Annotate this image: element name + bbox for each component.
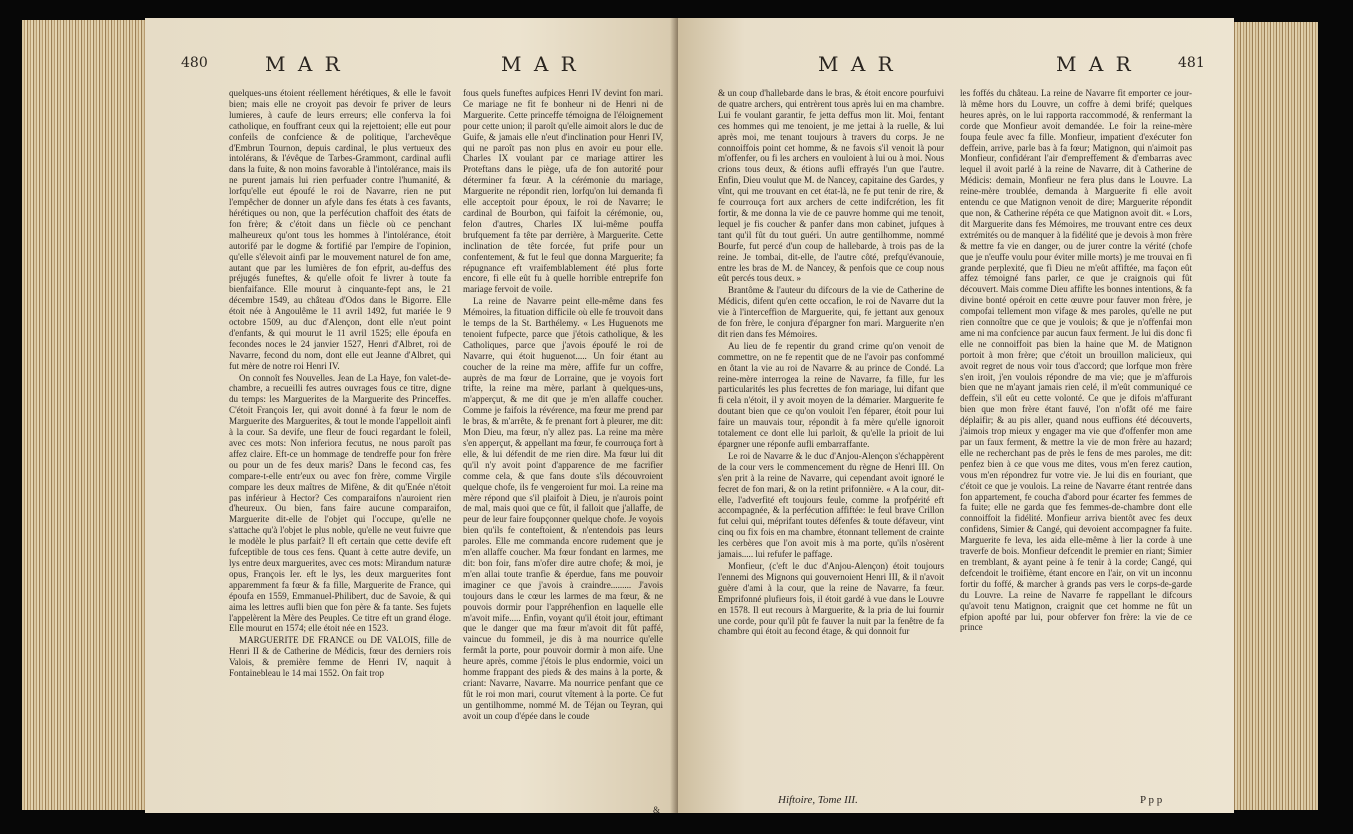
left-column-2 [463, 88, 663, 723]
paragraph: Brantôme & l'auteur du difcours de la vie de Catherine de Médicis, difent qu'en cette occafion, le roi de Navarre dut la vie à l'interceffion de Marguerite, qui, fe jettant aux genoux de fon frère, le conjura d'épargner fon mari. Marguerite n'en dit rien dans fes Mémoires. [718, 285, 944, 339]
signature-mark: P p p [1140, 794, 1163, 806]
left-running-head-center: M A R [501, 52, 579, 76]
paragraph: La reine de Navarre peint elle-même dans fes Mémoires, la fituation difficile où elle fe trouvoit dans le temps de la St. Barthélemy. « Les Huguenots me tenoient fufpecte, parce que j'étois catholique, & les Catholiques, parce que j'avois époufé le roi de Navarre, qui étoit huguenot..... Un foir étant au coucher de la reine ma mère, affife fur un coffre, auprès de ma fœur de Lorraine, que je voyois fort trifte, la reine ma mère, parlant à quelques-uns, m'apperçut, & me dit que je m'en allaffe coucher. Comme je faifois la révérence, ma fœur me prend par le bras, & m'arrête, & fe prenant fort à pleurer, me dit: Mon Dieu, ma fœur, n'y allez pas. La reine ma mère s'en apperçut, & appellant ma fœur, fe courrouça fort à elle, & lui défendit de me rien dire. Ma fœur lui dit qu'il n'y avoit point d'apparence de me facrifier comme cela, & que fans doute s'ils découvroient quelque chofe, ils fe vengeroient fur moi. La reine ma mère répond que s'il plaifoit à Dieu, je n'aurois point de mal, mais quoi que ce fût, il falloit que j'allaffe, de peur de leur faire foupçonner quelque chofe. Je voyois bien qu'ils fe conteftoient, & n'entendois pas leurs paroles. Elle me commanda encore rudement que je m'en allaffe coucher. Ma fœur fondant en larmes, me dit: bon foir, fans m'ofer dire autre chofe; & moi, je m'en allai toute tranfie & éperdue, fans me pouvoir imaginer ce que j'avois à craindre......... J'avois toujours dans le cœur les larmes de ma fœur, & ne pouvois dormir pour l'appréhenfion en laquelle elle m'avoit mife..... Enfin, voyant qu'il étoit jour, eftimant que le danger que ma fœur m'avoit dit fût paffé, vaincue du fommeil, je dis à ma nourrice qu'elle fermât la porte, pour pouvoir dormir à mon aife. Une heure après, comme j'étois le plus endormie, voici un homme frappant des pieds & des mains à la porte, & criant: Navarre, Navarre. Ma nourrice penfant que ce fût le roi mon mari, courut vîtement à la porte. Ce fut un gentilhomme, nommé M. de Téjan ou Teyran, qui avoit un coup d'épée dans le coude [463, 296, 663, 721]
paragraph: Au lieu de fe repentir du grand crime qu'on venoit de commettre, on ne fe repentit que de ne l'avoir pas confommé en ôtant la vie au roi de Navarre & au prince de Condé. La reine-mère interrogea la reine de Navarre, fa fille, fur les particularités les plus fecrettes de fon mariage, lui difant que fi cela n'étoit, il y avoit moyen de la démarier. Marguerite fe doutant bien que ce qu'on vouloit l'en féparer, étoit pour lui faire un mauvais tour, répondit à fa mère qu'elle ignoroit totalement ce dont elle lui parloit, & qu'elle la prioit de lui épargner une réponfe aufli embarraffante. [718, 340, 944, 449]
paragraph: Monfieur, (c'eft le duc d'Anjou-Alençon) étoit toujours l'ennemi des Mignons qui gouvernoient Henri III, & il n'avoit guère d'ami à la cour, que la reine de Navarre, fa fœur. Emprifonné plufieurs fois, il étoit gardé à vue dans le Louvre en 1578. Il eut recours à Marguerite, & la pria de lui fournir une corde, pour qu'il pût fe fauver la nuit par la fenêtre de fa chambre qui étoit au fecond étage, & qui donnoit fur [718, 560, 944, 637]
right-page [678, 18, 1234, 813]
paragraph: On connoît fes Nouvelles. Jean de La Haye, fon valet-de-chambre, a recueilli fes autres ouvrages fous ce titre, digne du temps: les Marguerites de la Marguerite des Princeffes. C'étoit François Ier, qui avoit donné à fa fœur le nom de Marguerite des Marguerites, & tout le monde l'appelloit ainfi à la cour. Sa devife, une fleur de fouci regardant le foleil, avec ces mots: Non inferiora fecutus, ne nous paroît pas affez claire. Eft-ce un hommage de tendreffe pour fon frère ou pour un de fes deux maris? Dans le fecond cas, fes compare-t-elle entr'eux ou avec fon frère, comme Virgile compare les deux maîtres de Mifène, & dit qu'Enée n'étoit pas inférieur à Hector? Ces comparaifons n'auroient rien d'heureux. Ou bien, fans faire aucune comparaifon, Marguerite dit-elle de l'objet qui l'occupe, qu'elle ne s'attache qu'à l'objet le plus noble, qu'elle ne veut fuivre que le modèle le plus parfait? Il eft certain que cette devife eft fufceptible de tous ces fens. Quant à cette autre devife, un lys entre deux marguerites, avec ces mots: Mirandum naturæ opus, François Ier. eft le lys, les deux marguerites font apparemment fa fœur & fa fille, Marguerite de France, qui époufa en 1559, Emmanuel-Philibert, duc de Savoie, & qui aima les lettres aufli bien que fon père & fa tante. Ses fujets l'appelèrent la Mère des Peuples. Ce titre eft un grand éloge. Elle mourut en 1574; elle étoit née en 1523. [229, 372, 451, 634]
right-page-number: 481 [1178, 55, 1205, 71]
right-running-head-center: M A R [818, 52, 896, 76]
catchword: & [653, 805, 661, 813]
left-column-1 [229, 88, 451, 680]
left-page [145, 18, 680, 813]
paragraph: les foffés du château. La reine de Navarre fit emporter ce jour-là même hors du Louvre, un coffre à demi brifé; quelques heures après, on le lui rapporta raccommodé, & renfermant la corde que Monfieur avoit demandée. Le foir la reine-mère foupa feule avec fa fille. Monfieur, impatient d'exécuter fon deffein, arrive, parle bas à fa fœur; Matignon, qui n'aimoit pas Monfieur, confidérant l'air d'empreffement & d'embarras avec lequel il avoit parlé à la reine de Navarre, dit à Catherine de Médicis: demain, Monfieur ne fera plus dans le Louvre. La reine-mère troublée, demanda à Marguerite fi elle avoit entendu ce que Matignon venoit de dire; Marguerite répondit que non, & Catherine répéta ce que Matignon avoit dit. « Lors, dit Marguerite dans fes Mémoires, me trouvant entre ces deux extrémités ou de manquer à la fidélité que je devois à mon frère & mettre fa vie en danger, ou de jurer contre la vérité (chofe que je n'euffe voulu pour éviter mille morts) je me trouvai en fi grande perplexité, que fi Dieu ne m'eût affiftée, ma façon eût affez témoigné fans parler, ce que je craignois qui fût découvert. Mais comme Dieu affifte les bonnes intentions, & fa divine bonté opéroit en cette œuvre pour fauver mon frère, je compofai tellement mon vifage & mes paroles, qu'elle ne put rien connoître que ce que je voulois; & que je n'offenfai mon ame ni ma confcience par aucun faux ferment. Je lui dis donc fi elle ne connoiffoit pas bien la haine que M. de Matignon portoit à mon frère; que c'étoit un brouillon malicieux, qui avoit regret de nous voir tous d'accord; que lorfque mon frère s'en iroit, j'en voulois répondre de ma vie; que je m'affurois bien que ne m'ayant jamais rien celé, il m'eût communiqué ce deffein, s'il eût eu cette volonté. Ce que je difois m'affurant bien que mon frère étant fauvé, l'on n'ofât ofé me faire déplaifir; & au pis aller, quand nous euffions été découverts, j'aimois trop mieux y engager ma vie que d'offenfer mon ame par un faux ferment, & mettre la vie de mon frère au hazard; elle ne recherchant pas de près le fens de mes paroles, me dit: penfez bien à ce que vous me dites, vous m'en ferez caution, vous m'en répondrez fur votre vie. Je lui dis en fouriant, que c'étoit ce que je voulois. La reine de Navarre étant rentrée dans fon appartement, fe coucha d'abord pour écarter fes femmes de fa fuite; elle ne garda que fes femmes-de-chambre dont elle connoiffoit la fidélité. Monfieur arriva bientôt avec fes deux confidens, Simier & Cangé, qui devoient accompagner fa fuite. Marguerite fe leva, les aida elle-même à lier la corde à une traverfe de bois. Monfieur defcendit le premier en riant; Simier en tremblant, & ayant peine à fe tenir à la corde; Cangé, qui defcendoit le troifième, étant encore en l'air, on vit un inconnu fortir du foffé, & marcher à grands pas vers le corps-de-garde du Louvre. La reine de Navarre fe rappellant le difcours qu'avoit tenu Matignon, craignit que cet homme ne fût un efpion apofté par lui, pour obferver fon frère: la vie de ce prince [960, 88, 1192, 633]
paragraph: & un coup d'hallebarde dans le bras, & étoit encore pourfuivi de quatre archers, qui entrèrent tous après lui en ma chambre. Lui fe voulant garantir, fe jetta deffus mon lit. Moi, fentant ces hommes qui me tenoient, je me jettai à la ruelle, & lui après moi, me tenant toujours à travers du corps. Je ne connoiffois point cet homme, & ne favois s'il venoit là pour m'offenfer, ou fi les archers en vouloient à lui ou à moi. Nous crions tous deux, & étions aufli effrayés l'un que l'autre. Enfin, Dieu voulut que M. de Nancey, capitaine des Gardes, y vînt, qui me trouvant en cet état-là, ne fe put tenir de rire, & fe courrouça fort aux archers de cette indifcrétion, les fit fortir, & me donna la vie de ce pauvre homme qui me tenoit, lequel je fis coucher & panfer dans mon cabinet, jufques à tant qu'il fût du tout guéri. Un autre gentilhomme, nommé Bourfe, fut percé d'un coup de hallebarde, à trois pas de la reine. Je tombai, dit-elle, de l'autre côté, prefqu'évanouie, entre les bras de M. de Nancey, & penfois que ce coup nous eût percés tous deux. » [718, 88, 944, 284]
right-running-head: M A R [1056, 52, 1134, 76]
paragraph: MARGUERITE DE FRANCE ou DE VALOIS, fille de Henri II & de Catherine de Médicis, fœur des derniers rois Valois, & première femme de Henri IV, naquit à Fontainebleau le 14 mai 1552. On fait trop [229, 635, 451, 679]
paragraph: Le roi de Navarre & le duc d'Anjou-Alençon s'échappèrent de la cour vers le commencement du règne de Henri III. On s'en prit à la reine de Navarre, qui cependant avoit ignoré le fecret de fon mari, & on la retint prifonnière. « A la cour, dit-elle, l'adverfité eft toujours feule, comme la profpérité eft accompagnée, & la perfécution affiftée: le feul brave Crillon fut celui qui, méprifant toutes défenfes & toute défaveur, vint cinq ou fix fois en ma chambre, étonnant tellement de crainte les cerbères que l'on avoit mis à ma porte, qu'ils n'osèrent jamais..... lui refufer le paffage. [718, 450, 944, 560]
right-column-1 [718, 88, 944, 638]
left-page-number: 480 [181, 55, 208, 71]
right-page-edges [1228, 22, 1318, 810]
left-running-head: M A R [265, 52, 343, 76]
footer-title: Hiftoire, Tome III. [778, 794, 858, 806]
right-column-2 [960, 88, 1192, 634]
paragraph: fous quels funeftes aufpices Henri IV devint fon mari. Ce mariage ne fit fe bonheur ni de Henri ni de Marguerite. Cette princeffe témoigna de l'éloignement pour cette union; il paroît qu'elle aimoit alors le duc de Guife, & jamais elle n'eut d'inclination pour Henri IV, qui ne paroît pas non plus en avoir eu pour elle. Charles IX voulant par ce mariage attirer les Proteftans dans le piège, ufa de fon autorité pour déterminer fa fœur. A la cérémonie du mariage, Marguerite ne répondit rien, lorfqu'on lui demanda fi elle acceptoit pour époux, le roi de Navarre; le cardinal de Bourbon, qui faifoit la cérémonie, ou, felon d'autres, Charles IX lui-même pouffa brufquement fa tête par derrière, à Marguerite. Cette inclination de tête forcée, fut prife pour un confentement, & fut le feul que donna Marguerite; fa répugnance eft vraifemblablement été plus forte encore, fi elle eût fu à quelle horrible entreprife fon mariage fervoit de voile. [463, 88, 663, 295]
paragraph: quelques-uns étoient réellement hérétiques, & elle le favoit bien; mais elle ne croyoit pas devoir fe priver de leurs lumieres, à caufe de leurs erreurs; elle conferva la foi catholique, en fouffrant ceux qui la rejettoient; elle eut pour confeils de confcience & de politique, l'archevêque d'Embrun Tournon, depuis cardinal, le plus vertueux des intolérans, & l'évêque de Tarbes-Grammont, cardinal aufli dans la fuite, & non moins favorable à l'intolérance, mais ils ne purent jamais lui rien perfuader contre l'humanité, & lorfqu'elle eut époufé le roi de Navarre, rien ne put l'empêcher de donner un afyle dans fes états à ces favants, hérétiques ou non, que la perfécution chaffoit des états de fon frère; & c'étoit dans un fiècle où ce penchant malheureux qu'ont tous les hommes à l'intolérance, étoit autorifé par le dogme & fortifié par l'empire de l'opinion, qu'elle s'élevoit ainfi par le mouvement naturel de fon ame, autant que par les lumières de fon efprit, au-deffus des préjugés funeftes, & qu'elle ofoit fe livrer à toute fa bienfaifance. Elle mourut à cinquante-fept ans, le 21 décembre 1549, au château d'Odos dans le Bigorre. Elle étoit née à Angoulême le 11 avril 1492, fut mariée le 9 octobre 1509, au duc d'Alençon, dont elle n'eut point d'enfants, & qui mourut le 11 avril 1525; elle époufa en fecondes noces le 24 janvier 1527, Henri d'Albret, roi de Navarre, fecond du nom, dont elle eut Jeanne d'Albret, qui fut mère de notre roi Henri IV. [229, 88, 451, 371]
left-page-edges [22, 20, 152, 810]
